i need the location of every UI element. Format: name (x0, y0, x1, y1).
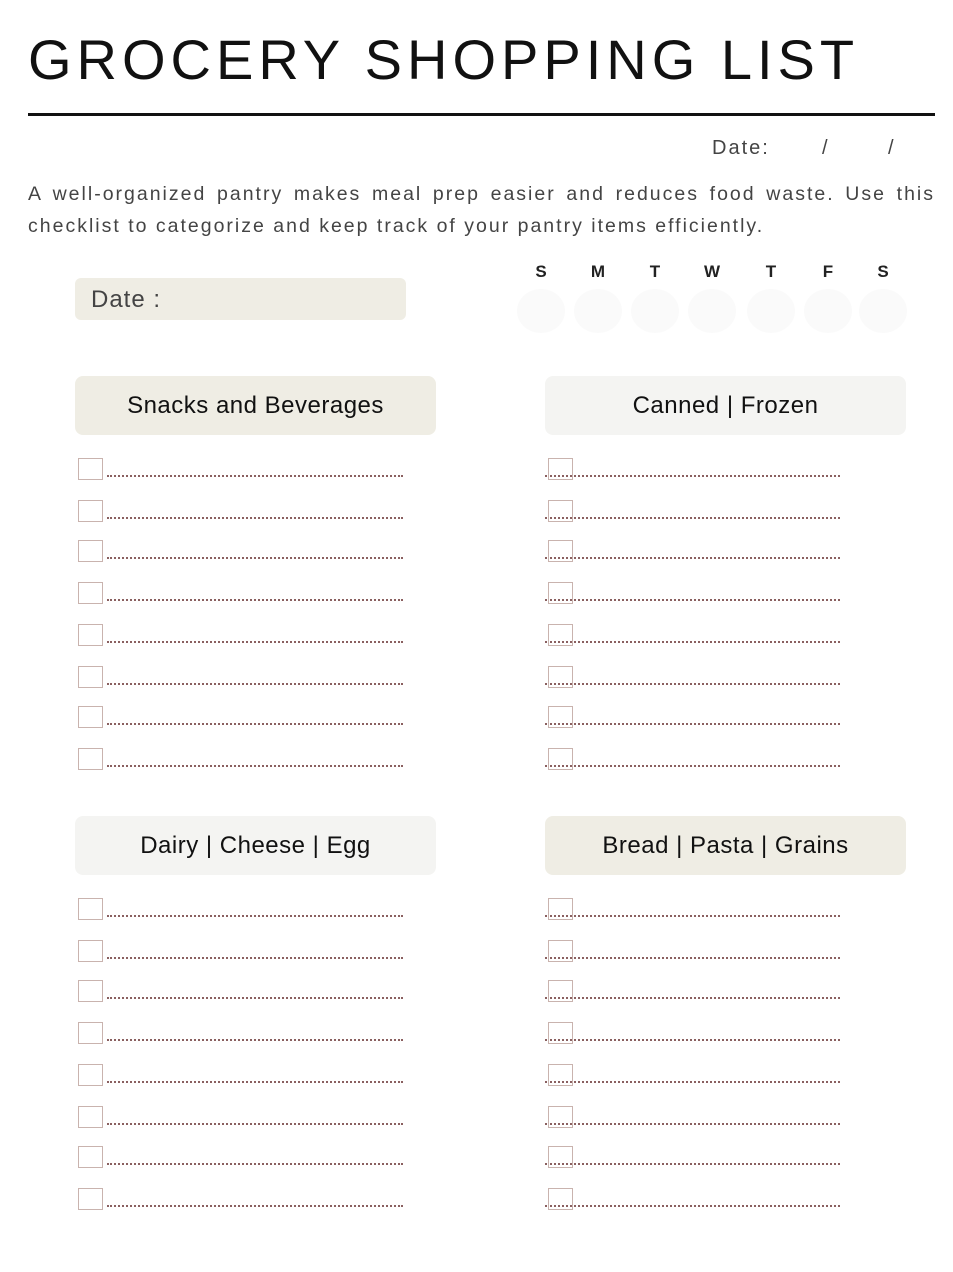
weekday-circle[interactable] (859, 289, 907, 333)
item-line[interactable] (107, 915, 403, 917)
section-header: Snacks and Beverages (75, 376, 436, 435)
item-checkbox[interactable] (78, 980, 103, 1002)
item-line[interactable] (107, 1205, 403, 1207)
item-line[interactable] (545, 765, 840, 767)
date-field[interactable]: Date : (75, 278, 406, 320)
title-divider (28, 113, 935, 116)
section-header: Canned | Frozen (545, 376, 906, 435)
item-line[interactable] (545, 723, 840, 725)
weekday-circle[interactable] (517, 289, 565, 333)
weekday-circle[interactable] (574, 289, 622, 333)
header-date-label: Date: (712, 137, 770, 159)
item-line[interactable] (545, 1205, 840, 1207)
item-line[interactable] (545, 1123, 840, 1125)
weekday-label: F (822, 262, 834, 281)
page-title: GROCERY SHOPPING LIST (28, 28, 860, 91)
item-line[interactable] (107, 765, 403, 767)
weekday-circle[interactable] (631, 289, 679, 333)
item-line[interactable] (107, 1039, 403, 1041)
item-checkbox[interactable] (78, 898, 103, 920)
item-line[interactable] (545, 915, 840, 917)
weekday-label: S (877, 262, 889, 281)
item-checkbox[interactable] (78, 540, 103, 562)
item-checkbox[interactable] (78, 706, 103, 728)
item-checkbox[interactable] (78, 1146, 103, 1168)
section-header: Bread | Pasta | Grains (545, 816, 906, 875)
item-checkbox[interactable] (78, 1022, 103, 1044)
item-checkbox[interactable] (78, 624, 103, 646)
item-line[interactable] (107, 683, 403, 685)
section-header: Dairy | Cheese | Egg (75, 816, 436, 875)
weekday-label: T (765, 262, 777, 281)
weekday-label: T (649, 262, 661, 281)
item-line[interactable] (545, 1039, 840, 1041)
item-line[interactable] (545, 957, 840, 959)
item-checkbox[interactable] (78, 1188, 103, 1210)
item-line[interactable] (107, 641, 403, 643)
item-line[interactable] (545, 683, 840, 685)
item-line[interactable] (107, 723, 403, 725)
item-line[interactable] (545, 599, 840, 601)
item-line[interactable] (107, 1123, 403, 1125)
intro-text: A well-organized pantry makes meal prep easier and reduces food waste. Use this checklist to categorize and keep track of your pantry items efficiently. (28, 183, 935, 237)
item-line[interactable] (107, 997, 403, 999)
item-line[interactable] (545, 1081, 840, 1083)
weekday-label: S (535, 262, 547, 281)
weekday-label: W (703, 262, 721, 281)
item-line[interactable] (107, 517, 403, 519)
item-line[interactable] (545, 557, 840, 559)
weekday-circle[interactable] (747, 289, 795, 333)
weekday-circle[interactable] (688, 289, 736, 333)
weekday-label: M (590, 262, 606, 281)
item-checkbox[interactable] (78, 1106, 103, 1128)
date-separator-2: / (888, 137, 896, 159)
item-line[interactable] (545, 517, 840, 519)
item-line[interactable] (107, 557, 403, 559)
item-line[interactable] (545, 475, 840, 477)
item-line[interactable] (545, 1163, 840, 1165)
item-checkbox[interactable] (78, 1064, 103, 1086)
item-line[interactable] (545, 641, 840, 643)
item-checkbox[interactable] (78, 666, 103, 688)
item-line[interactable] (107, 957, 403, 959)
item-line[interactable] (107, 1163, 403, 1165)
item-line[interactable] (107, 1081, 403, 1083)
item-line[interactable] (545, 997, 840, 999)
item-line[interactable] (107, 599, 403, 601)
item-checkbox[interactable] (78, 940, 103, 962)
item-checkbox[interactable] (78, 500, 103, 522)
item-checkbox[interactable] (78, 582, 103, 604)
item-checkbox[interactable] (78, 748, 103, 770)
header-date (712, 137, 896, 160)
item-checkbox[interactable] (78, 458, 103, 480)
weekday-circle[interactable] (804, 289, 852, 333)
item-line[interactable] (107, 475, 403, 477)
date-separator-1: / (822, 137, 830, 159)
